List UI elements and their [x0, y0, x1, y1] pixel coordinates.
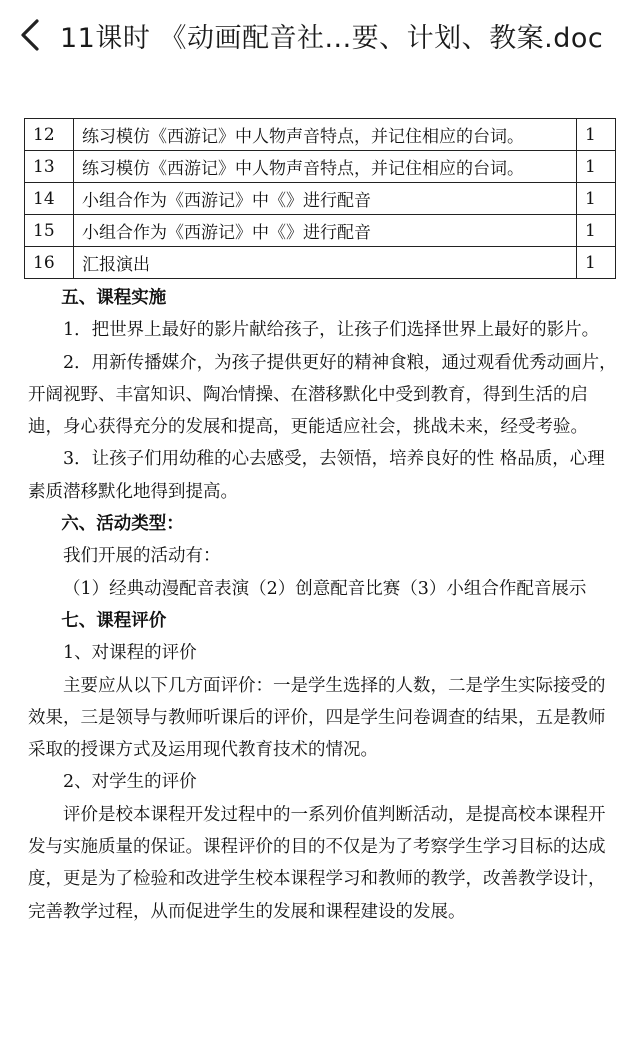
row-number: 13 — [25, 151, 74, 183]
section-heading-activity-types: 六、活动类型： — [61, 514, 184, 535]
paragraph: 1．把世界上最好的影片献给孩子，让孩子们选择世界上最好的影片。 — [63, 320, 600, 341]
row-content: 小组合作为《西游记》中《》进行配音 — [74, 183, 577, 215]
row-content: 汇报演出 — [74, 247, 577, 279]
table-row — [25, 247, 616, 279]
document-title: 11课时 《动画配音社...要、计划、教案.doc — [60, 22, 604, 54]
row-content: 小组合作为《西游记》中《》进行配音 — [74, 215, 577, 247]
paragraph: 3．让孩子们用幼稚的心去感受，去领悟，培养良好的性 格品质，心理素质潜移默化地得到提高。 — [28, 449, 605, 502]
table-row — [25, 183, 616, 215]
document-view[interactable] — [0, 70, 640, 1051]
row-number: 15 — [25, 215, 74, 247]
row-content: 练习模仿《西游记》中人物声音特点，并记住相应的台词。 — [74, 119, 577, 151]
back-button[interactable] — [0, 0, 60, 70]
row-hours: 1 — [577, 247, 616, 279]
section-heading-evaluation: 七、课程评价 — [61, 610, 167, 631]
top-bar — [0, 0, 640, 71]
table-row — [25, 119, 616, 151]
row-content: 练习模仿《西游记》中人物声音特点，并记住相应的台词。 — [74, 151, 577, 183]
table-row — [25, 215, 616, 247]
subheading: 2、对学生的评价 — [63, 772, 197, 793]
row-number: 14 — [25, 183, 74, 215]
chevron-left-icon — [17, 18, 43, 52]
paragraph: 主要应从以下几方面评价：一是学生选择的人数，二是学生实际接受的效果，三是领导与教师听课后的评价，四是学生问卷调查的结果，五是教师采取的授课方式及运用现代教育技术的情况。 — [28, 675, 606, 761]
subheading: 1、对课程的评价 — [63, 643, 197, 664]
row-number: 12 — [25, 119, 74, 151]
paragraph: 评价是校本课程开发过程中的一系列价值判断活动，是提高校本课程开发与实施质量的保证。课程评价的目的不仅是为了考察学生学习目标的达成度，更是为了检验和改进学生校本课程学习和教师的教学，改善教学设计，完善教学过程，从而促进学生的发展和课程建设的发展。 — [28, 804, 606, 922]
table-row — [25, 151, 616, 183]
paragraph: 2．用新传播媒介，为孩子提供更好的精神食粮，通过观看优秀动画片，开阔视野、丰富知识、陶冶情操、在潜移默化中受到教育，得到生活的启迪，身心获得充分的发展和提高，更能适应社会，挑战未来，经受考验。 — [28, 352, 617, 438]
row-hours: 1 — [577, 151, 616, 183]
activity-list: （1）经典动漫配音表演（2）创意配音比赛（3）小组合作配音展示 — [63, 578, 587, 599]
row-hours: 1 — [577, 183, 616, 215]
row-number: 16 — [25, 247, 74, 279]
course-plan-table — [24, 118, 616, 279]
section-heading-implementation: 五、课程实施 — [61, 288, 167, 308]
document-body — [28, 282, 618, 928]
row-hours: 1 — [577, 215, 616, 247]
paragraph: 我们开展的活动有： — [63, 546, 221, 567]
row-hours: 1 — [577, 119, 616, 151]
